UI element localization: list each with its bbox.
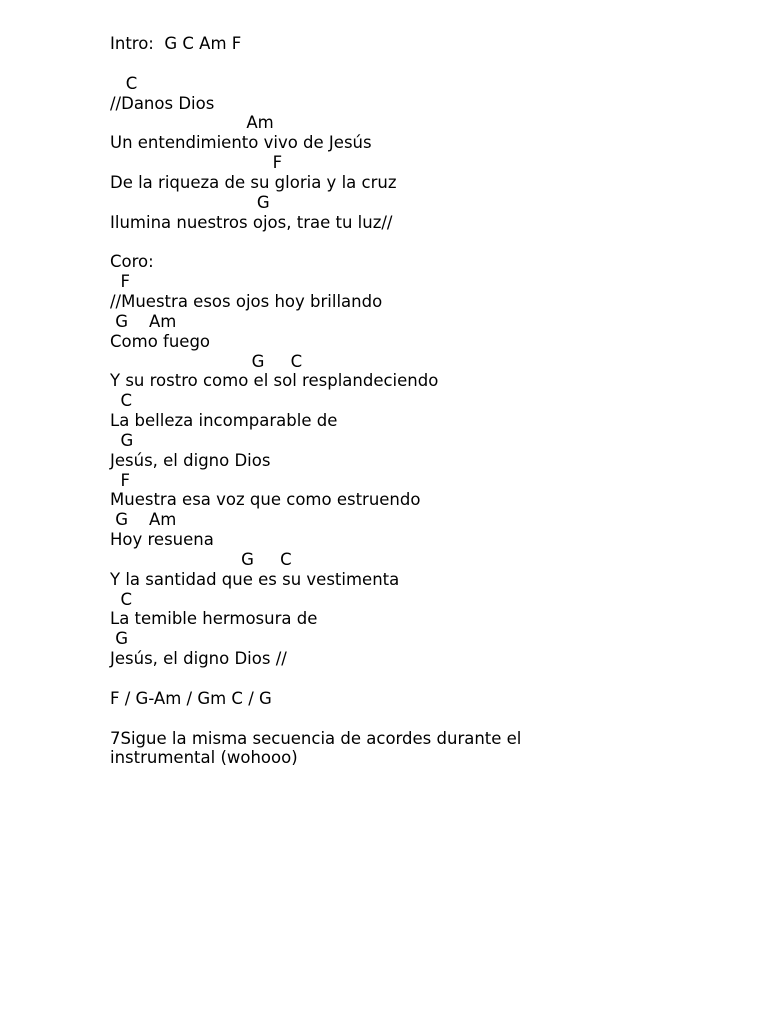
chord-line: F: [110, 470, 130, 490]
section-heading: Coro:: [110, 252, 154, 272]
lyric-line: Y la santidad que es su vestimenta: [110, 569, 400, 589]
blank-line: [110, 232, 710, 252]
blank-line: [110, 669, 710, 689]
chord-line: C: [110, 589, 133, 609]
chord-line: F: [110, 153, 283, 173]
lyric-line: Y su rostro como el sol resplandeciendo: [110, 371, 439, 391]
chord-line: G: [110, 430, 134, 450]
lyric-line: Jesús, el digno Dios: [110, 450, 271, 470]
lyric-line: La temible hermosura de: [110, 609, 318, 629]
chord-line: C: [110, 391, 133, 411]
lyric-line: Muestra esa voz que como estruendo: [110, 490, 421, 510]
lyric-line: Como fuego: [110, 331, 211, 351]
chord-sheet: [110, 34, 710, 768]
chord-line: C: [110, 73, 138, 93]
chord-line: G C: [110, 351, 303, 371]
lyric-line: Un entendimiento vivo de Jesús: [110, 133, 372, 153]
note-line: instrumental (wohooo): [110, 748, 298, 768]
chord-line: G: [110, 629, 129, 649]
blank-line: [110, 54, 710, 74]
lyric-line: De la riqueza de su gloria y la cruz: [110, 172, 397, 192]
lyric-line: Hoy resuena: [110, 530, 214, 550]
note-line: 7Sigue la misma secuencia de acordes durante el: [110, 728, 522, 748]
chord-line: G C: [110, 549, 292, 569]
chord-line: G Am: [110, 311, 177, 331]
chord-line: F: [110, 272, 130, 292]
blank-line: [110, 709, 710, 729]
intro-line: Intro: G C Am F: [110, 34, 242, 53]
lyric-line: Jesús, el digno Dios //: [110, 649, 287, 669]
chord-line: G: [110, 192, 270, 212]
lyric-line: //Muestra esos ojos hoy brillando: [110, 291, 383, 311]
lyric-line: La belleza incomparable de: [110, 411, 338, 431]
progression-line: F / G-Am / Gm C / G: [110, 688, 272, 708]
chord-line: G Am: [110, 510, 177, 530]
lyric-line: Ilumina nuestros ojos, trae tu luz//: [110, 212, 393, 232]
chord-line: Am: [110, 113, 274, 133]
lyric-line: //Danos Dios: [110, 93, 215, 113]
